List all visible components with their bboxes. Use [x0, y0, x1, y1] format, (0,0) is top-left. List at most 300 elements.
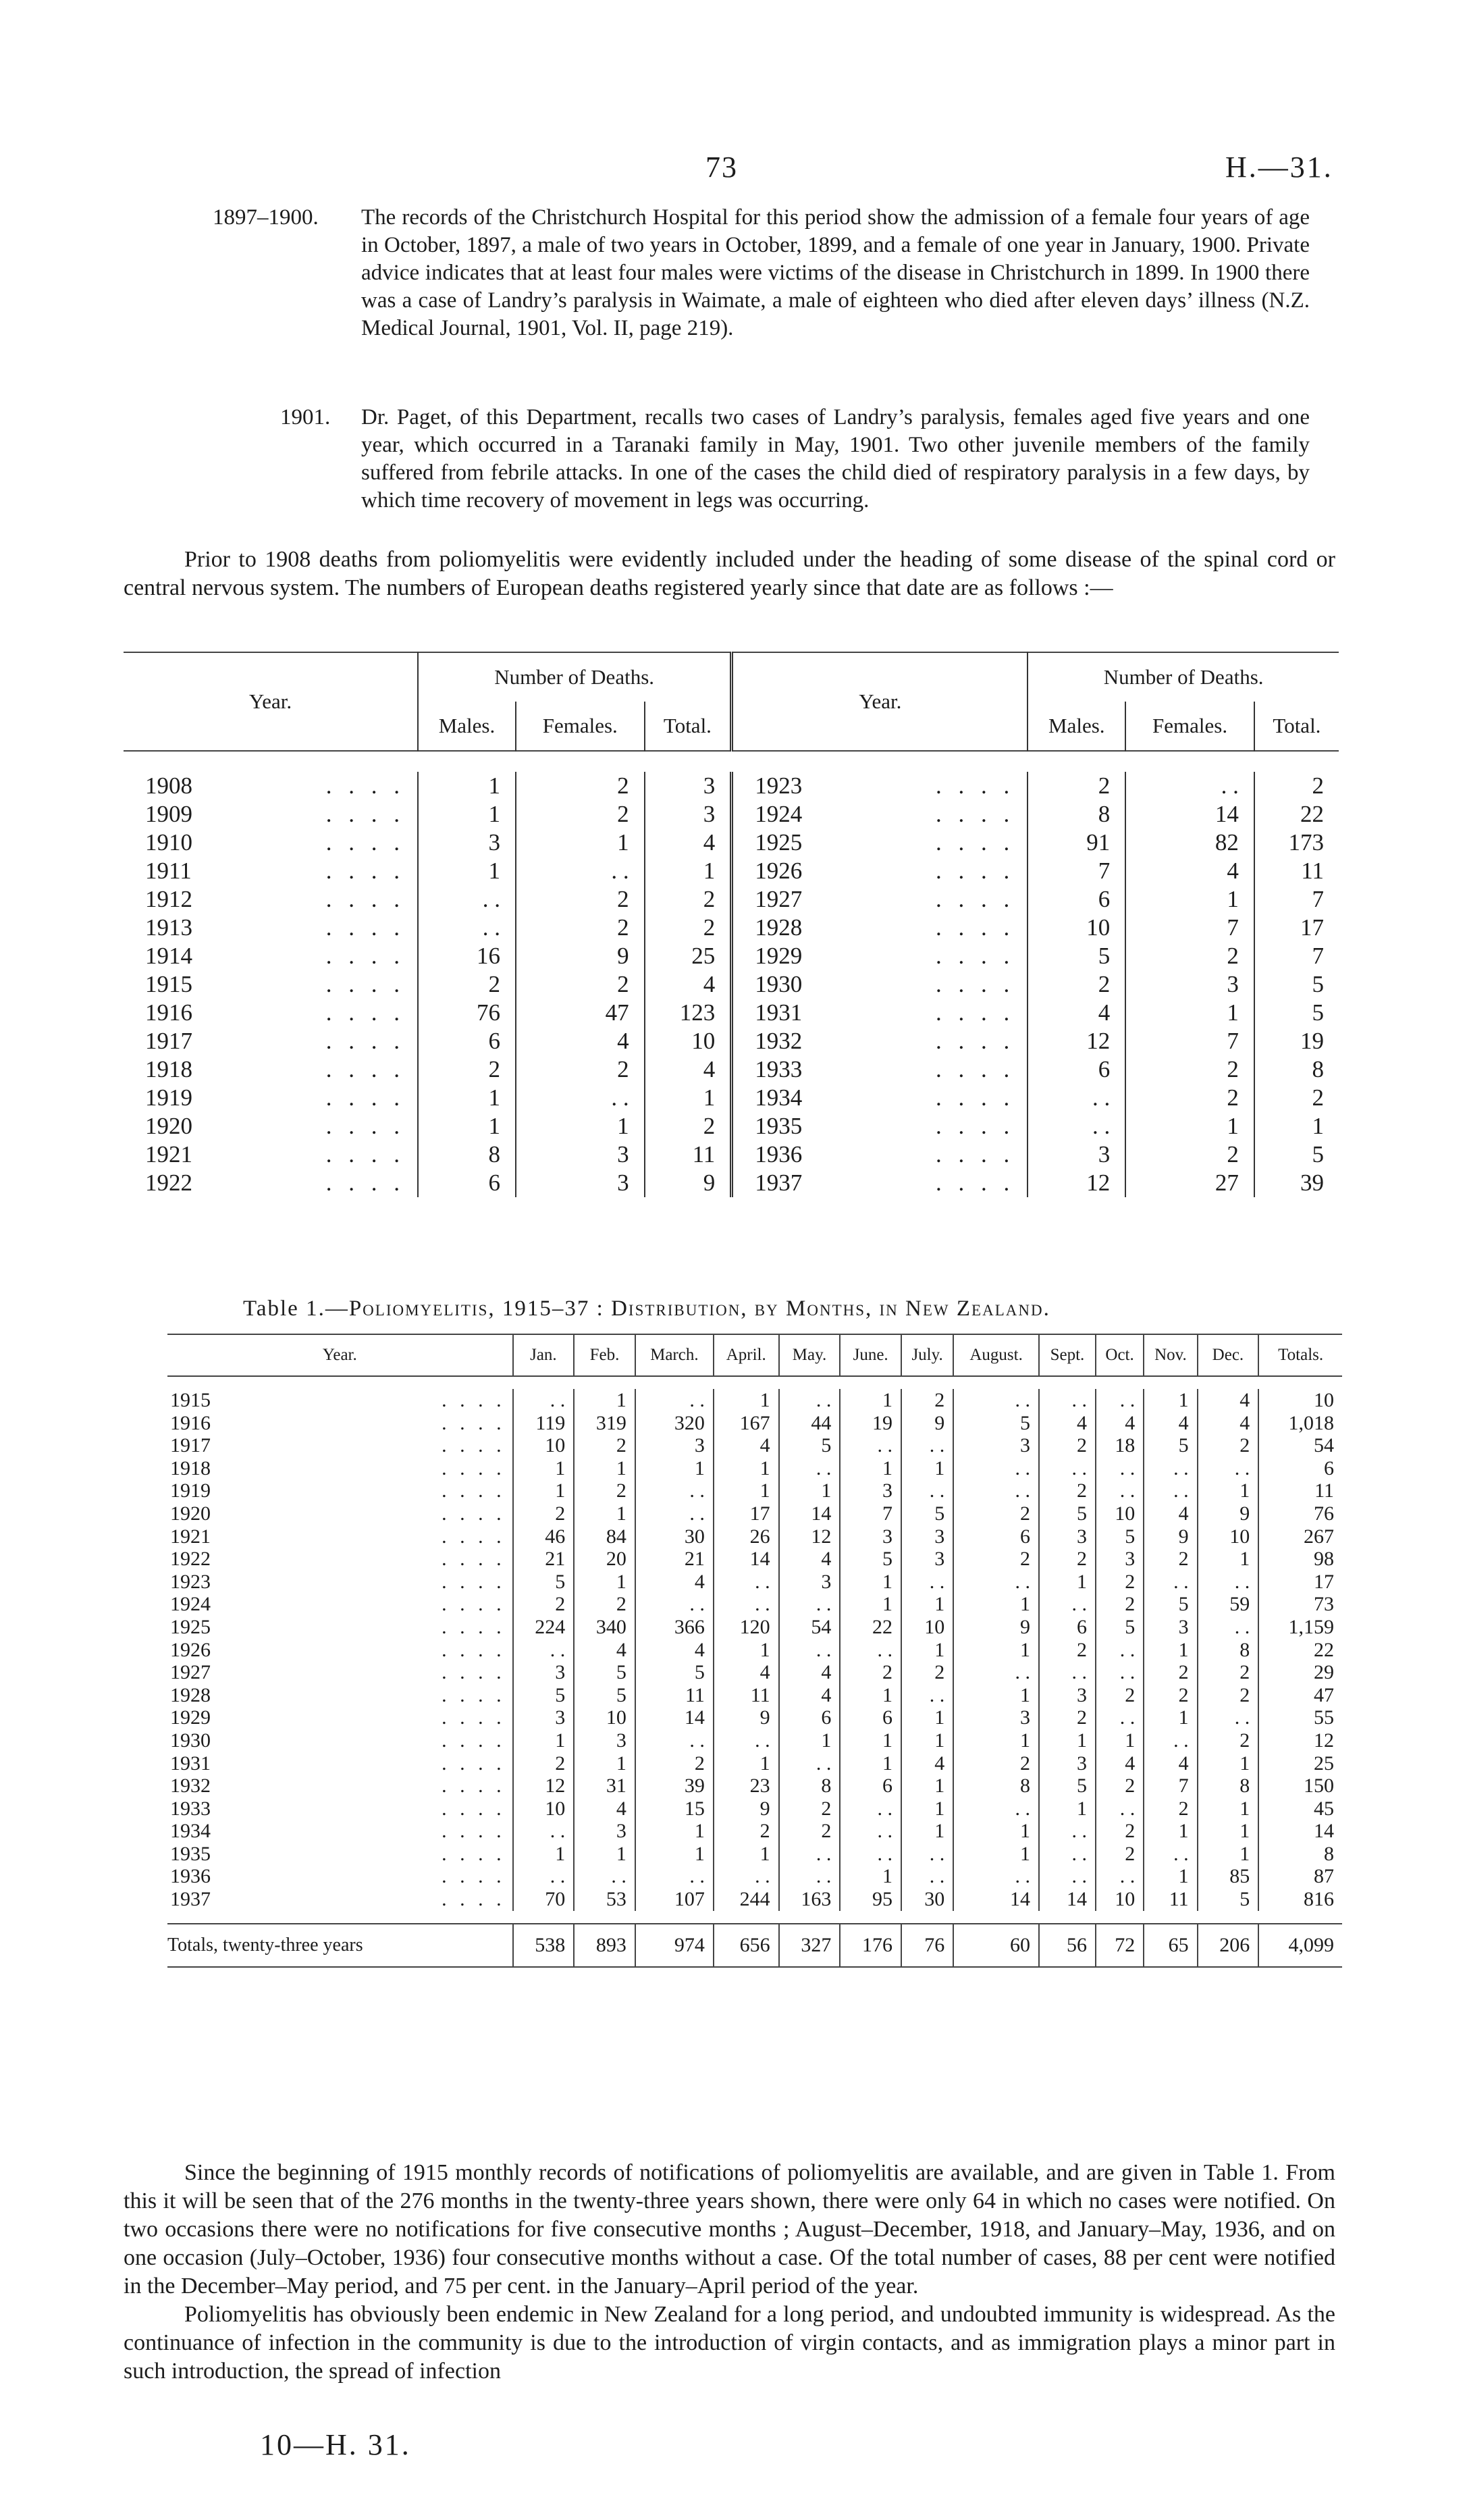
month-cell: . .	[513, 1639, 575, 1662]
month-cell: 1	[1198, 1479, 1259, 1502]
month-cell: . .	[953, 1661, 1039, 1684]
month-cell: 4	[779, 1661, 841, 1684]
month-cell: 167	[714, 1412, 779, 1435]
month-cell: . .	[635, 1593, 714, 1616]
month-cell: 2	[1039, 1434, 1096, 1457]
females-cell: 2	[1125, 1140, 1254, 1169]
total-cell: 5	[1254, 999, 1339, 1027]
month-cell: 1	[840, 1684, 901, 1707]
leader-dots: . . . .	[442, 1525, 506, 1548]
month-cell: 22	[840, 1616, 901, 1639]
month-cell: . .	[714, 1729, 779, 1752]
totals-cell: 176	[840, 1924, 901, 1967]
year-cell: 1937	[732, 1169, 914, 1197]
month-cell: . .	[1144, 1571, 1197, 1594]
leader-dots: . . . .	[936, 1084, 1015, 1111]
month-cell: 2	[1198, 1434, 1259, 1457]
leader-dots: . . . .	[936, 772, 1015, 799]
males-cell: 6	[418, 1169, 516, 1197]
leader-dots: . . . .	[442, 1615, 506, 1638]
month-cell: . .	[513, 1820, 575, 1843]
month-cell: 6	[840, 1706, 901, 1729]
year-cell: 1924	[732, 800, 914, 829]
leader-dots: . . . .	[442, 1548, 506, 1571]
leader-dots: . . . .	[936, 914, 1015, 941]
month-cell: 2	[513, 1593, 575, 1616]
deaths-row	[124, 1027, 1339, 1055]
leader-dots: . . . .	[442, 1842, 506, 1865]
row-total-cell: 816	[1258, 1888, 1342, 1911]
month-cell: . .	[901, 1865, 953, 1888]
month-cell: 5	[1144, 1434, 1197, 1457]
month-cell: 2	[1096, 1571, 1144, 1594]
month-cell: 1	[840, 1389, 901, 1412]
deaths-row	[124, 800, 1339, 829]
total-cell: 19	[1254, 1027, 1339, 1055]
month-cell: 3	[1144, 1616, 1197, 1639]
males-cell: 1	[418, 1112, 516, 1140]
females-cell: 27	[1125, 1169, 1254, 1197]
month-cell: 1	[779, 1729, 841, 1752]
month-cell: 39	[635, 1775, 714, 1797]
month-cell: 5	[953, 1412, 1039, 1435]
total-cell: 2	[645, 914, 732, 942]
month-cell: 2	[513, 1752, 575, 1775]
month-cell: 4	[1144, 1502, 1197, 1525]
males-cell: 5	[1028, 942, 1125, 970]
row-total-cell: 29	[1258, 1661, 1342, 1684]
leader-dots: . . . .	[442, 1865, 506, 1888]
monthly-row	[167, 1616, 1342, 1639]
month-cell: 2	[714, 1820, 779, 1843]
month-cell: 3	[901, 1548, 953, 1571]
males-cell: 8	[1028, 800, 1125, 829]
month-cell: . .	[635, 1502, 714, 1525]
year-cell: 1922	[145, 1170, 192, 1196]
month-cell: 2	[1144, 1661, 1197, 1684]
month-cell: 10	[1096, 1502, 1144, 1525]
leader-dots: . . . .	[442, 1775, 506, 1797]
month-cell: 1	[1039, 1797, 1096, 1820]
month-cell: . .	[1144, 1457, 1197, 1480]
month-cell: 14	[1039, 1888, 1096, 1911]
year-cell: 1931	[170, 1752, 211, 1775]
month-cell: 3	[953, 1706, 1039, 1729]
month-cell: . .	[1039, 1661, 1096, 1684]
month-cell: 4	[1096, 1752, 1144, 1775]
month-cell: 1	[574, 1571, 635, 1594]
monthly-table	[167, 1334, 1342, 1968]
month-cell: 30	[901, 1888, 953, 1911]
month-cell: 1	[953, 1684, 1039, 1707]
males-cell: 16	[418, 942, 516, 970]
males-cell: 3	[418, 829, 516, 857]
deaths-row	[124, 1140, 1339, 1169]
leader-dots: . . . .	[442, 1820, 506, 1843]
month-cell: . .	[779, 1457, 841, 1480]
month-cell: 5	[1039, 1502, 1096, 1525]
leader-dots: . . . .	[442, 1661, 506, 1684]
year-cell: 1927	[170, 1661, 211, 1684]
monthly-row	[167, 1502, 1342, 1525]
month-cell: 9	[714, 1706, 779, 1729]
month-cell: . .	[953, 1797, 1039, 1820]
females-cell: 2	[516, 914, 645, 942]
leader-dots: . . . .	[325, 1113, 405, 1139]
month-cell: . .	[840, 1797, 901, 1820]
document-reference: H.—31.	[1225, 151, 1333, 184]
month-cell: 4	[1198, 1412, 1259, 1435]
month-cell: 9	[901, 1412, 953, 1435]
females-cell: 1	[1125, 885, 1254, 914]
males-cell: 12	[1028, 1027, 1125, 1055]
deaths-group-header: Number of Deaths.	[1028, 652, 1339, 702]
month-cell: 1	[953, 1593, 1039, 1616]
month-cell: 2	[1198, 1729, 1259, 1752]
totals-cell: 76	[901, 1924, 953, 1967]
month-cell: . .	[1096, 1797, 1144, 1820]
month-cell: 5	[635, 1661, 714, 1684]
totals-cell: 206	[1198, 1924, 1259, 1967]
leader-dots: . . . .	[325, 971, 405, 997]
females-cell: 7	[1125, 1027, 1254, 1055]
monthly-row	[167, 1729, 1342, 1752]
month-cell: 1	[513, 1479, 575, 1502]
year-cell: 1927	[732, 885, 914, 914]
month-cell: 319	[574, 1412, 635, 1435]
females-cell: 1	[1125, 1112, 1254, 1140]
total-cell: 3	[645, 772, 732, 800]
month-cell: . .	[635, 1729, 714, 1752]
month-cell: 4	[574, 1797, 635, 1820]
year-cell: 1924	[170, 1593, 211, 1616]
deaths-row	[124, 914, 1339, 942]
row-total-cell: 98	[1258, 1548, 1342, 1571]
females-cell: 2	[516, 1055, 645, 1084]
males-cell: 3	[1028, 1140, 1125, 1169]
leader-dots: . . . .	[936, 943, 1015, 969]
month-cell: 5	[1144, 1593, 1197, 1616]
month-cell: 1	[1144, 1389, 1197, 1412]
month-cell: 3	[1039, 1752, 1096, 1775]
month-cell: 2	[779, 1797, 841, 1820]
monthly-row	[167, 1548, 1342, 1571]
month-cell: 5	[1039, 1775, 1096, 1797]
year-cell: 1926	[732, 857, 914, 885]
leader-dots: . . . .	[325, 801, 405, 827]
month-cell: 6	[840, 1775, 901, 1797]
month-cell: 1	[953, 1729, 1039, 1752]
history-entry-1897	[213, 204, 1310, 342]
monthly-row	[167, 1888, 1342, 1911]
month-cell: 2	[635, 1752, 714, 1775]
month-cell: 26	[714, 1525, 779, 1548]
month-cell: 1	[714, 1389, 779, 1412]
month-cell: 4	[714, 1661, 779, 1684]
leader-dots: . . . .	[442, 1683, 506, 1706]
month-cell: 31	[574, 1775, 635, 1797]
year-cell: 1925	[732, 829, 914, 857]
year-cell: 1908	[145, 772, 192, 799]
monthly-row	[167, 1775, 1342, 1797]
month-cell: 2	[1144, 1797, 1197, 1820]
month-cell: 11	[1144, 1888, 1197, 1911]
year-header: Year.	[732, 652, 1028, 751]
total-cell: 9	[645, 1169, 732, 1197]
month-cell: 1	[1198, 1548, 1259, 1571]
males-cell: . .	[418, 885, 516, 914]
deaths-row	[124, 999, 1339, 1027]
row-total-cell: 47	[1258, 1684, 1342, 1707]
total-header: Total.	[1254, 702, 1339, 751]
spacer-cell	[167, 1911, 1342, 1924]
month-cell: 8	[953, 1775, 1039, 1797]
totals-cell: 72	[1096, 1924, 1144, 1967]
month-cell: 2	[1096, 1775, 1144, 1797]
month-cell: 6	[1039, 1616, 1096, 1639]
month-cell: 1	[513, 1457, 575, 1480]
leader-dots: . . . .	[442, 1729, 506, 1752]
monthly-row	[167, 1752, 1342, 1775]
year-cell: 1909	[145, 801, 192, 827]
total-cell: 2	[645, 1112, 732, 1140]
month-cell: 2	[513, 1502, 575, 1525]
leader-dots: . . . .	[442, 1752, 506, 1775]
deaths-row	[124, 857, 1339, 885]
year-cell: 1920	[145, 1113, 192, 1139]
totals-cell: 56	[1039, 1924, 1096, 1967]
leader-dots: . . . .	[325, 999, 405, 1026]
totals-cell: 538	[513, 1924, 575, 1967]
total-cell: 5	[1254, 1140, 1339, 1169]
month-header: March.	[635, 1334, 714, 1376]
leader-dots: . . . .	[936, 971, 1015, 997]
intro-paragraph: Prior to 1908 deaths from poliomyelitis were evidently included under the heading of some disease of the spinal cord or central nervous system. The numbers of European deaths registered yearly since that date are as follows :—	[124, 547, 1335, 600]
month-cell: 20	[574, 1548, 635, 1571]
month-cell: 320	[635, 1412, 714, 1435]
month-cell: . .	[635, 1865, 714, 1888]
month-cell: 1	[840, 1729, 901, 1752]
leader-dots: . . . .	[325, 943, 405, 969]
month-cell: 2	[1144, 1684, 1197, 1707]
row-total-cell: 73	[1258, 1593, 1342, 1616]
month-cell: 224	[513, 1616, 575, 1639]
month-cell: 18	[1096, 1434, 1144, 1457]
month-cell: 10	[1198, 1525, 1259, 1548]
page-footer: 10—H. 31.	[260, 2428, 411, 2461]
leader-dots: . . . .	[442, 1411, 506, 1434]
females-cell: 47	[516, 999, 645, 1027]
month-cell: 70	[513, 1888, 575, 1911]
month-cell: 3	[1039, 1684, 1096, 1707]
month-cell: 2	[1096, 1593, 1144, 1616]
females-cell: 2	[1125, 1084, 1254, 1112]
month-cell: 4	[1144, 1412, 1197, 1435]
males-cell: 7	[1028, 857, 1125, 885]
year-cell: 1932	[732, 1027, 914, 1055]
month-cell: 9	[1144, 1525, 1197, 1548]
month-cell: 1	[1039, 1571, 1096, 1594]
year-cell: 1922	[170, 1548, 211, 1571]
month-cell: . .	[1039, 1389, 1096, 1412]
month-cell: . .	[1144, 1479, 1197, 1502]
month-cell: 2	[1039, 1639, 1096, 1662]
month-cell: . .	[901, 1434, 953, 1457]
males-cell: 6	[1028, 885, 1125, 914]
month-cell: 9	[714, 1797, 779, 1820]
month-cell: 3	[840, 1525, 901, 1548]
month-cell: . .	[1096, 1661, 1144, 1684]
month-header: July.	[901, 1334, 953, 1376]
month-cell: 1	[1198, 1752, 1259, 1775]
total-cell: 123	[645, 999, 732, 1027]
leader-dots: . . . .	[442, 1638, 506, 1661]
month-cell: 2	[1039, 1479, 1096, 1502]
month-cell: 2	[1039, 1548, 1096, 1571]
year-cell: 1925	[170, 1615, 211, 1638]
history-year: 1897–1900.	[213, 205, 319, 230]
females-cell: 1	[516, 829, 645, 857]
females-cell: . .	[1125, 772, 1254, 800]
deaths-row	[124, 885, 1339, 914]
month-cell: 54	[779, 1616, 841, 1639]
males-cell: 6	[1028, 1055, 1125, 1084]
leader-dots: . . . .	[936, 829, 1015, 856]
total-cell: 4	[645, 1055, 732, 1084]
year-cell: 1921	[145, 1141, 192, 1167]
totals-cell: 974	[635, 1924, 714, 1967]
monthly-row	[167, 1457, 1342, 1480]
monthly-row	[167, 1820, 1342, 1843]
total-cell: 3	[645, 800, 732, 829]
month-cell: 3	[1096, 1548, 1144, 1571]
month-cell: 244	[714, 1888, 779, 1911]
total-cell: 2	[1254, 772, 1339, 800]
row-total-cell: 10	[1258, 1389, 1342, 1412]
table-1-caption: Table 1.—Poliomyelitis, 1915–37 : Distribution, by Months, in New Zealand.	[243, 1296, 1050, 1321]
leader-dots: . . . .	[442, 1456, 506, 1479]
row-total-cell: 14	[1258, 1820, 1342, 1843]
monthly-row	[167, 1412, 1342, 1435]
month-cell: 2	[574, 1479, 635, 1502]
females-cell: 9	[516, 942, 645, 970]
deaths-row	[124, 1055, 1339, 1084]
row-total-cell: 150	[1258, 1775, 1342, 1797]
month-cell: 4	[1096, 1412, 1144, 1435]
females-cell: 1	[516, 1112, 645, 1140]
month-cell: 1	[513, 1843, 575, 1866]
month-cell: 2	[1096, 1843, 1144, 1866]
year-cell: 1931	[732, 999, 914, 1027]
month-cell: . .	[714, 1593, 779, 1616]
females-cell: 4	[516, 1027, 645, 1055]
year-cell: 1934	[170, 1820, 211, 1843]
deaths-group-header: Number of Deaths.	[418, 652, 732, 702]
month-cell: 4	[1144, 1752, 1197, 1775]
month-cell: . .	[1198, 1706, 1259, 1729]
month-cell: . .	[714, 1865, 779, 1888]
month-cell: 1	[1198, 1843, 1259, 1866]
month-cell: 14	[779, 1502, 841, 1525]
leader-dots: . . . .	[325, 1084, 405, 1111]
month-cell: 7	[840, 1502, 901, 1525]
month-cell: 4	[635, 1571, 714, 1594]
deaths-row	[124, 772, 1339, 800]
month-cell: . .	[1096, 1639, 1144, 1662]
month-cell: 1	[1144, 1865, 1197, 1888]
month-cell: 1	[635, 1457, 714, 1480]
month-cell: . .	[1198, 1571, 1259, 1594]
month-cell: . .	[574, 1865, 635, 1888]
month-cell: . .	[840, 1820, 901, 1843]
total-cell: 39	[1254, 1169, 1339, 1197]
deaths-row	[124, 942, 1339, 970]
year-cell: 1917	[170, 1434, 211, 1457]
males-cell: 4	[1028, 999, 1125, 1027]
row-total-cell: 267	[1258, 1525, 1342, 1548]
month-cell: . .	[1096, 1865, 1144, 1888]
total-cell: 7	[1254, 885, 1339, 914]
month-cell: 163	[779, 1888, 841, 1911]
month-cell: 1	[953, 1843, 1039, 1866]
month-cell: 10	[574, 1706, 635, 1729]
total-cell: 173	[1254, 829, 1339, 857]
year-cell: 1918	[170, 1456, 211, 1479]
month-cell: . .	[901, 1684, 953, 1707]
month-cell: 95	[840, 1888, 901, 1911]
month-cell: . .	[1144, 1729, 1197, 1752]
month-cell: 8	[1198, 1639, 1259, 1662]
males-cell: 2	[1028, 970, 1125, 999]
month-cell: 10	[1096, 1888, 1144, 1911]
month-cell: . .	[953, 1571, 1039, 1594]
monthly-row	[167, 1661, 1342, 1684]
month-cell: 1	[574, 1457, 635, 1480]
month-cell: . .	[840, 1843, 901, 1866]
month-cell: 2	[574, 1434, 635, 1457]
leader-dots: . . . .	[936, 858, 1015, 884]
month-cell: . .	[1198, 1457, 1259, 1480]
leader-dots: . . . .	[936, 801, 1015, 827]
year-cell: 1936	[732, 1140, 914, 1169]
year-cell: 1935	[732, 1112, 914, 1140]
month-cell: 59	[1198, 1593, 1259, 1616]
month-cell: . .	[513, 1389, 575, 1412]
totals-cell: 65	[1144, 1924, 1197, 1967]
row-total-cell: 1,018	[1258, 1412, 1342, 1435]
month-cell: 21	[513, 1548, 575, 1571]
total-cell: 22	[1254, 800, 1339, 829]
month-cell: 119	[513, 1412, 575, 1435]
month-cell: 1	[714, 1457, 779, 1480]
month-cell: 44	[779, 1412, 841, 1435]
month-cell: 17	[714, 1502, 779, 1525]
females-cell: 1	[1125, 999, 1254, 1027]
month-cell: 1	[840, 1457, 901, 1480]
females-cell: 2	[516, 772, 645, 800]
leader-dots: . . . .	[325, 1141, 405, 1167]
month-cell: 1	[574, 1843, 635, 1866]
month-header: Totals.	[1258, 1334, 1342, 1376]
month-cell: 5	[574, 1684, 635, 1707]
males-cell: 2	[418, 1055, 516, 1084]
males-cell: 1	[418, 857, 516, 885]
monthly-row	[167, 1706, 1342, 1729]
month-cell: 4	[635, 1639, 714, 1662]
month-cell: 3	[513, 1706, 575, 1729]
month-cell: . .	[1096, 1706, 1144, 1729]
total-cell: 1	[645, 1084, 732, 1112]
